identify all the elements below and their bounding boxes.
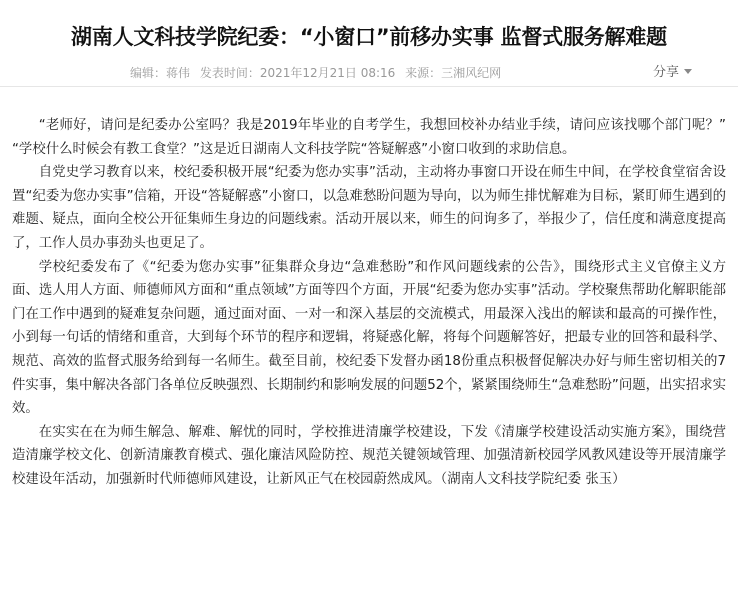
article-paragraph: “老师好，请问是纪委办公室吗？我是2019年毕业的自考学生，我想回校补办结业手续，请问应该找哪个部门呢？” “学校什么时候会有教工食堂？”这是近日湖南人文科技学院“答疑解惑”小窗口收到的求助信息。 <box>12 118 726 157</box>
chevron-down-icon <box>684 69 692 74</box>
meta-source: 来源：三湘风纪网 <box>405 66 502 80</box>
article-paragraph: 学校纪委发布了《“纪委为您办实事”征集群众身边“急难愁盼”和作风问题线索的公告》，围绕形式主义官僚主义方面、选人用人方面、师德师风方面和“重点领域”方面等四个方面，开展“纪委为您办实事”活动。学校聚焦帮助化解职能部门在工作中遇到的疑难复杂问题，通过面对面、一对一和深入基层的交流模式，用最深入浅出的解读和最高的可操作性，小到每一句话的情绪和重音，大到每个环节的程序和逻辑，将疑惑化解，将每个问题解答好，把最专业的回答和最科学、规范、高效的监督式服务给到每一名师生。截至目前，校纪委下发督办函18份重点积极督促解决办好与师生密切相关的7件实事，集中解决各部门各单位反映强烈、长期制约和影响发展的问题52个，紧紧围绕师生“急难愁盼”问题，出实招求实效。 <box>12 259 726 417</box>
article-paragraph: 自党史学习教育以来，校纪委积极开展“纪委为您办实事”活动，主动将办事窗口开设在师生中间，在学校食堂宿舍设置“纪委为您办实事”信箱，开设“答疑解惑”小窗口，以急难愁盼问题为导向，以为师生排忧解难为目标，紧盯师生遇到的难题、疑点，面向全校公开征集师生身边的问题线索。活动开展以来，师生的问询多了，举报少了，信任度和满意度提高了，工作人员办事劲头也更足了。 <box>12 165 726 251</box>
article-title: 湖南人文科技学院纪委：“小窗口”前移办实事 监督式服务解难题 <box>71 25 667 49</box>
share-label: 分享 <box>652 65 679 80</box>
article-meta <box>130 62 507 84</box>
meta-editor: 编辑：蒋伟 <box>130 66 191 80</box>
meta-publish-time: 发表时间：2021年12月21日 08:16 <box>199 66 396 80</box>
article-body <box>12 114 726 492</box>
share-button[interactable] <box>653 62 692 84</box>
article-meta-row <box>0 62 738 84</box>
article-paragraph: 在实实在在为师生解急、解难、解忧的同时，学校推进清廉学校建设，下发《清廉学校建设活动实施方案》，围绕营造清廉学校文化、创新清廉教育模式、强化廉洁风险防控、规范关键领域管理、加强清新校园学风教风建设等开展清廉学校建设年活动，加强新时代师德师风建设，让新风正气在校园蔚然成风。（湖南人文科技学院纪委 张玉） <box>12 424 726 487</box>
header-divider <box>0 86 738 87</box>
